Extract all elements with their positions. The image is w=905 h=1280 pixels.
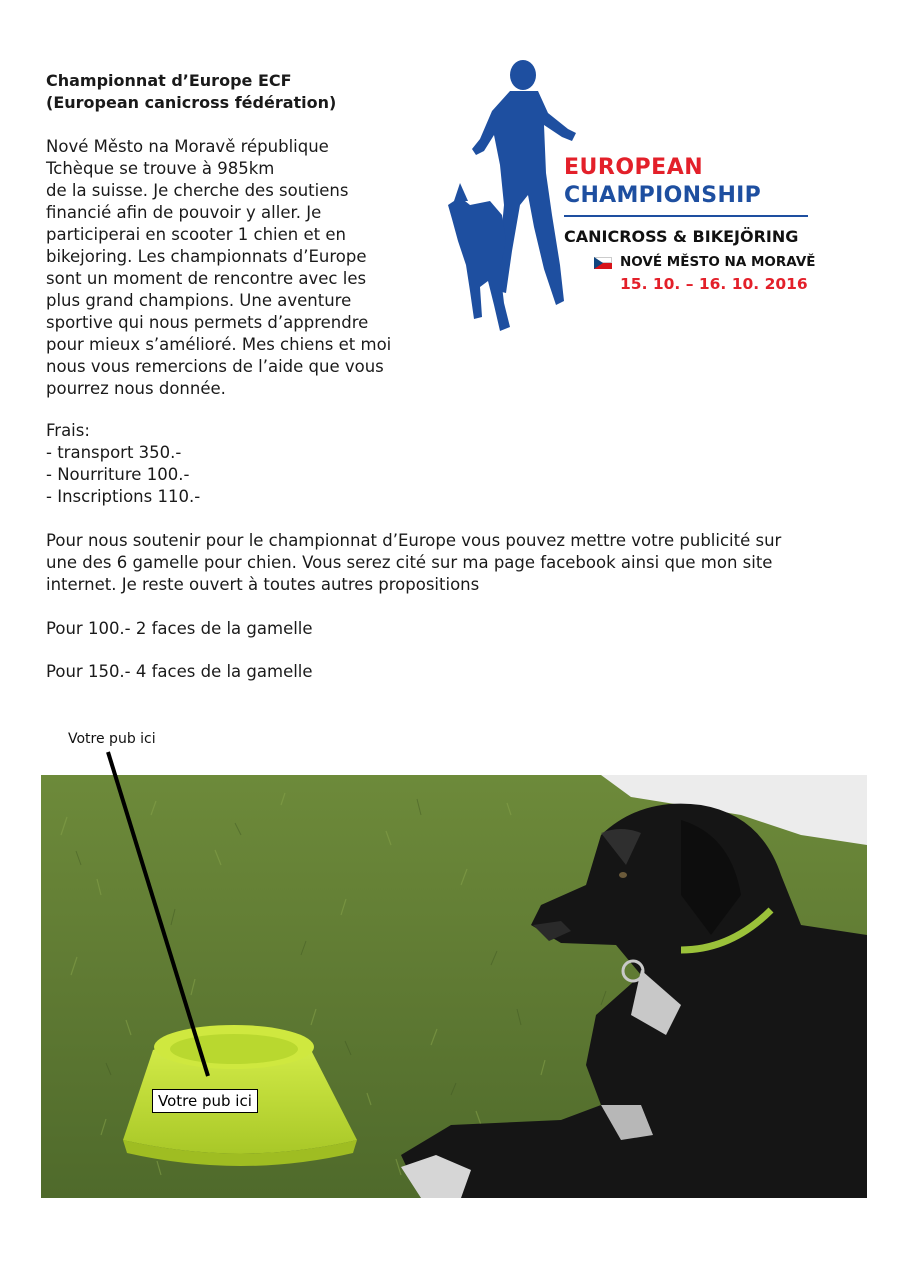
intro-line: pourrez nous donnée. xyxy=(46,379,226,398)
logo-championship: CHAMPIONSHIP xyxy=(564,183,762,208)
support-line: une des 6 gamelle pour chien. Vous serez cité sur ma page facebook ainsi que mon site xyxy=(46,553,773,572)
logo-dates: 15. 10. – 16. 10. 2016 xyxy=(620,275,808,293)
czech-flag-icon xyxy=(594,257,612,269)
logo-disciplines: CANICROSS & BIKEJÖRING xyxy=(564,227,799,246)
support-line: Pour nous soutenir pour le championnat d’Europe vous pouvez mettre votre publicité sur xyxy=(46,531,782,550)
intro-line: Tchèque se trouve à 985km xyxy=(46,159,275,178)
intro-line: sportive qui nous permets d’apprendre xyxy=(46,313,369,332)
intro-line: sont un moment de rencontre avec les xyxy=(46,269,367,288)
title-line-1: Championnat d’Europe ECF xyxy=(46,71,292,90)
dog-and-bowl-photo xyxy=(41,775,867,1198)
intro-line: participerai en scooter 1 chien et en xyxy=(46,225,346,244)
intro-line: pour mieux s’amélioré. Mes chiens et moi xyxy=(46,335,392,354)
logo-divider xyxy=(564,215,808,217)
intro-line: financié afin de pouvoir y aller. Je xyxy=(46,203,322,222)
championship-logo xyxy=(440,55,820,345)
offer-100: Pour 100.- 2 faces de la gamelle xyxy=(46,619,313,638)
logo-european: EUROPEAN xyxy=(564,155,704,180)
intro-line: nous vous remercions de l’aide que vous xyxy=(46,357,384,376)
ad-callout-label: Votre pub ici xyxy=(68,731,156,747)
costs-list xyxy=(46,420,200,508)
support-paragraph xyxy=(46,530,866,596)
offer-150: Pour 150.- 4 faces de la gamelle xyxy=(46,662,313,681)
intro-line: de la suisse. Je cherche des soutiens xyxy=(46,181,349,200)
title-line-2: (European canicross fédération) xyxy=(46,93,337,112)
cost-item: - Inscriptions 110.- xyxy=(46,487,201,506)
costs-heading: Frais: xyxy=(46,421,90,440)
intro-line: plus grand champions. Une aventure xyxy=(46,291,352,310)
cost-item: - Nourriture 100.- xyxy=(46,465,190,484)
support-line: internet. Je reste ouvert à toutes autres propositions xyxy=(46,575,480,594)
intro-line: bikejoring. Les championnats d’Europe xyxy=(46,247,367,266)
intro-paragraph xyxy=(46,136,426,400)
document-title xyxy=(46,70,446,114)
logo-location: NOVÉ MĚSTO NA MORAVĚ xyxy=(620,254,816,270)
bowl-ad-label: Votre pub ici xyxy=(152,1089,258,1113)
cost-item: - transport 350.- xyxy=(46,443,182,462)
intro-line: Nové Město na Moravě république xyxy=(46,137,329,156)
